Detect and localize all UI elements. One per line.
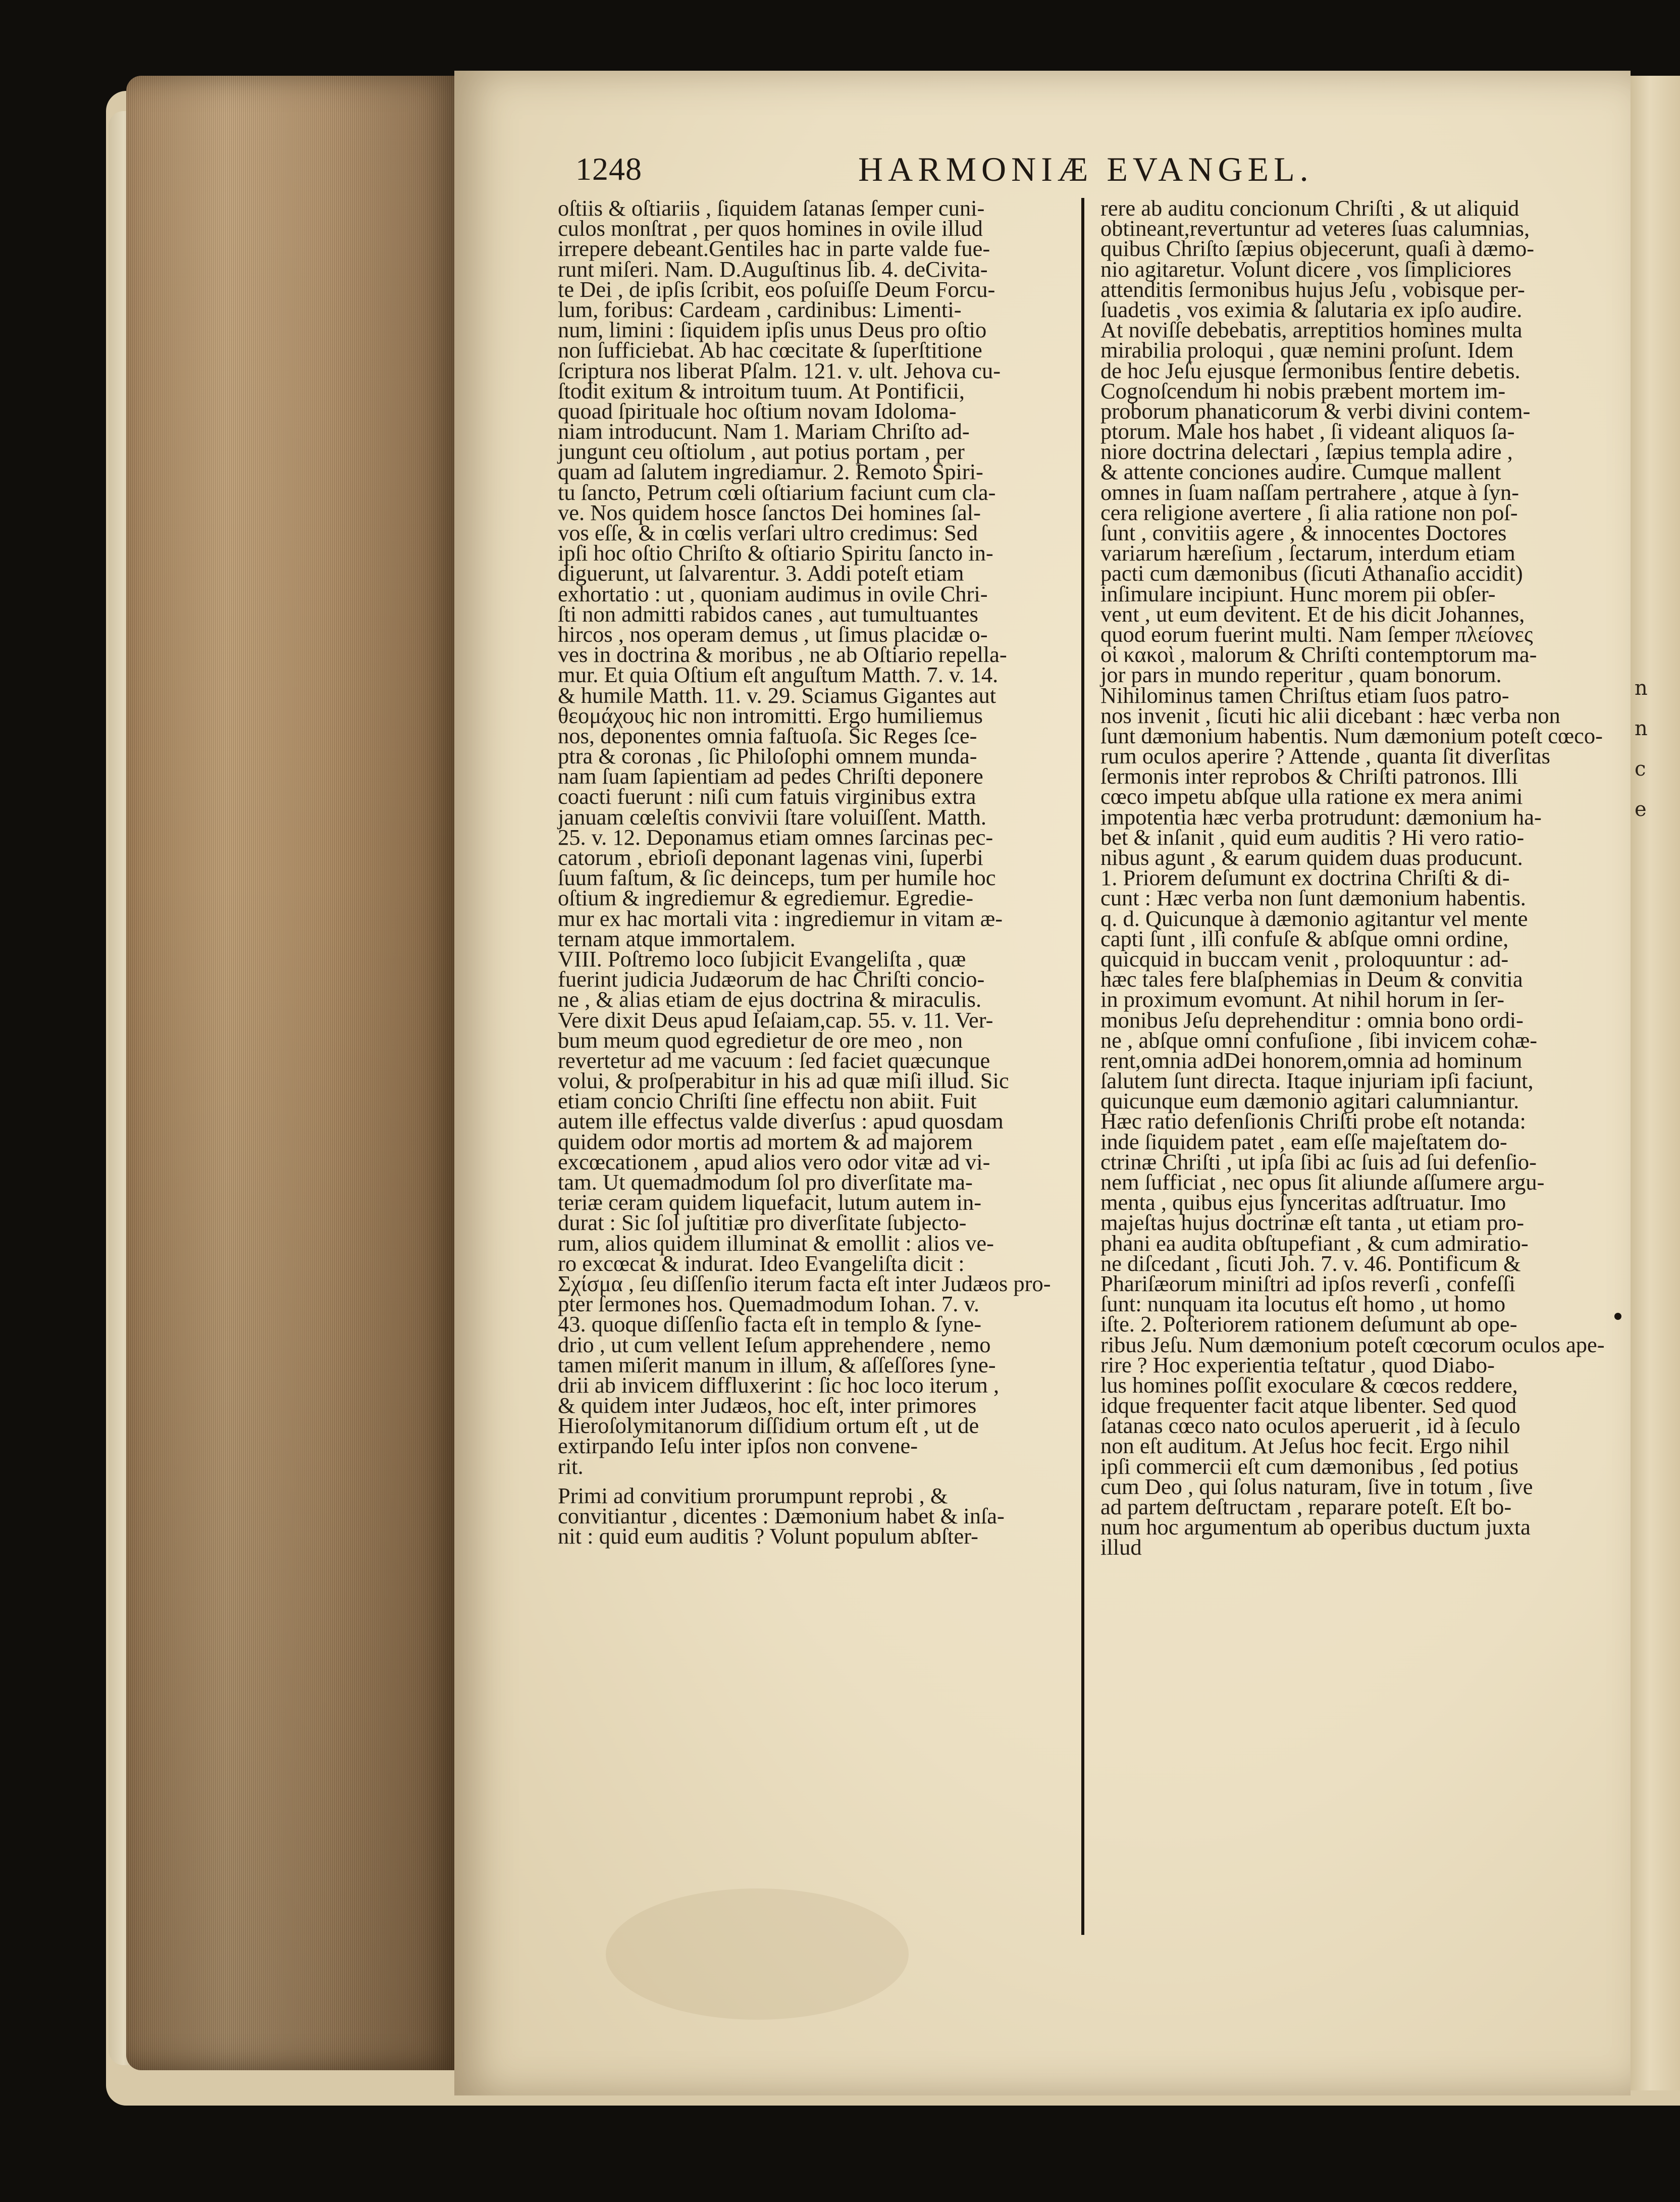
text-line: mirabilia proloqui , quæ nemini proſunt. Idem xyxy=(1100,337,1514,363)
text-line: ſatanas cœco nato oculos aperuerit , id à ſeculo xyxy=(1100,1413,1520,1439)
text-line: convitiantur , dicentes : Dæmonium habet & inſa- xyxy=(558,1503,1005,1528)
text-line: in proximum evomunt. At nihil horum in ſer- xyxy=(1100,987,1505,1012)
text-line: Hæc ratio defenſionis Chriſti probe eſt notanda: xyxy=(1100,1108,1526,1134)
text-line: menta , quibus ejus ſynceritas adſtruatur. Imo xyxy=(1100,1190,1506,1215)
text-line: hircos , nos operam demus , ut ſimus placidæ o- xyxy=(558,621,988,647)
text-line: fuerint judicia Judæorum de hac Chriſti concio- xyxy=(558,966,985,992)
text-line: ipſi hoc oſtio Chriſto & oſtiario Spiritu ſancto in- xyxy=(558,540,993,566)
text-line: diguerunt, ut ſalvarentur. 3. Addi poteſt etiam xyxy=(558,560,964,586)
text-line: inde ſiquidem patet , eam eſſe majeſtatem do- xyxy=(1100,1129,1507,1154)
text-line: drio , ut cum vellent Ieſum apprehendere , nemo xyxy=(558,1332,991,1357)
text-line: nam ſuam ſapientiam ad pedes Chriſti deponere xyxy=(558,763,983,789)
text-line: quoad ſpirituale hoc oſtium novam Idoloma- xyxy=(558,398,957,424)
text-line: ſtodit exitum & introitum tuum. At Pontificii, xyxy=(558,378,965,403)
text-line: bet & inſanit , quid eum auditis ? Hi vero ratio- xyxy=(1100,824,1525,850)
text-line: nit : quid eum auditis ? Volunt populum abſter- xyxy=(558,1523,979,1549)
text-line: VIII. Poſtremo loco ſubjicit Evangeliſta , quæ xyxy=(558,946,966,971)
text-line: oſtiis & oſtiariis , ſiquidem ſatanas ſemper cuni- xyxy=(558,195,985,221)
text-line: tamen miſerit manum in illum, & aſſeſſores ſyne- xyxy=(558,1352,996,1377)
text-line: volui, & proſperabitur in his ad quæ miſi illud. Sic xyxy=(558,1068,1009,1094)
text-line: Hieroſolymitanorum diſſidium ortum eſt , ut de xyxy=(558,1413,979,1439)
text-line: num hoc argumentum ab operibus ductum juxta xyxy=(1100,1514,1531,1540)
text-line: ptorum. Male hos habet , ſi videant aliquos ſa- xyxy=(1100,419,1515,444)
text-line: inſimulare incipiunt. Hunc morem pii obſer- xyxy=(1100,581,1496,606)
text-line: non ſufficiebat. Ab hac cœcitate & ſuperſtitione xyxy=(558,337,982,363)
text-line: etiam concio Chriſti ſine effectu non abiit. Fuit xyxy=(558,1088,977,1114)
text-line: de hoc Jeſu ejusque ſermonibus ſentire debetis. xyxy=(1100,357,1520,383)
text-line: quam ad ſalutem ingrediamur. 2. Remoto Spiri- xyxy=(558,459,983,485)
text-line: rum oculos aperire ? Attende , quanta ſit diverſitas xyxy=(1100,743,1550,769)
text-line: nibus agunt , & earum quidem duas producunt. xyxy=(1100,845,1523,870)
text-line: Nihilominus tamen Chriſtus etiam ſuos patro- xyxy=(1100,682,1509,708)
text-line: cum Deo , qui ſolus naturam, ſive in totum , ſive xyxy=(1100,1473,1533,1499)
text-line: oſtium & ingrediemur & egrediemur. Egredie- xyxy=(558,885,974,911)
text-line: illud xyxy=(1100,1534,1142,1560)
text-line: rum, alios quidem illuminat & emollit : alios ve- xyxy=(558,1230,994,1256)
text-line: nos invenit , ſicuti hic alii dicebant : hæc verba non xyxy=(1100,702,1560,728)
text-line: runt miſeri. Nam. D.Auguſtinus lib. 4. deCivita- xyxy=(558,256,988,282)
text-line: idque frequenter facit atque libenter. Sed quod xyxy=(1100,1393,1517,1418)
text-line: θεομάχους hic non intromitti. Ergo humiliemus xyxy=(558,702,983,728)
text-line: attenditis ſermonibus hujus Jeſu , vobisque per- xyxy=(1100,276,1525,302)
facing-page-edge xyxy=(1630,76,1680,2090)
text-line: ſuadetis , vos eximia & ſalutaria ex ipſo audire. xyxy=(1100,296,1522,322)
text-line: ad partem deſtructam , reparare poteſt. Eſt bo- xyxy=(1100,1494,1512,1519)
text-line: ſalutem ſunt directa. Itaque injuriam ipſi faciunt, xyxy=(1100,1068,1534,1094)
facing-page-glyph: n xyxy=(1635,677,1648,700)
text-line: extirpando Ieſu inter ipſos non convene- xyxy=(558,1433,918,1459)
text-line: cunt : Hæc verba non ſunt dæmonium habentis. xyxy=(1100,885,1526,911)
text-line: ſti non admitti rabidos canes , aut tumultuantes xyxy=(558,601,978,627)
text-line: monibus Jeſu deprehenditur : omnia bono ordi- xyxy=(1100,1007,1524,1033)
text-line: ribus Jeſu. Num dæmonium poteſt cœcorum oculos ape- xyxy=(1100,1332,1605,1357)
text-line: exhortatio : ut , quoniam audimus in ovile Chri- xyxy=(558,581,988,606)
running-head: HARMONIÆ EVANGEL. xyxy=(858,150,1314,188)
text-line: 1. Priorem deſumunt ex doctrina Chriſti & di- xyxy=(1100,865,1510,891)
text-line: majeſtas hujus doctrinæ eſt tanta , ut etiam pro- xyxy=(1100,1210,1525,1236)
text-line: quicunque eum dæmonio agitari calumniantur. xyxy=(1100,1088,1519,1114)
wormhole-mark xyxy=(1614,1313,1621,1320)
text-line: iſte. 2. Poſteriorem rationem deſumunt ab ope- xyxy=(1100,1311,1517,1337)
text-line: ctrinæ Chriſti , ut ipſa ſibi ac ſuis ad ſui defenſio- xyxy=(1100,1149,1537,1174)
text-line: ne , & alias etiam de ejus doctrina & miraculis. xyxy=(558,987,982,1012)
text-line: drii ab invicem diffluxerint : ſic hoc loco iterum , xyxy=(558,1372,1000,1398)
text-line: quod eorum fuerint multi. Nam ſemper πλείονες xyxy=(1100,621,1533,647)
text-line: 25. v. 12. Deponamus etiam omnes ſarcinas pec- xyxy=(558,824,993,850)
text-line: mur. Et quia Oſtium eſt anguſtum Matth. 7. v. 14. xyxy=(558,662,999,688)
text-line: 43. quoque diſſenſio facta eſt in templo & ſyne- xyxy=(558,1311,982,1337)
text-line: pacti cum dæmonibus (ſicuti Athanaſio accidit) xyxy=(1100,560,1523,586)
text-line: rere ab auditu concionum Chriſti , & ut aliquid xyxy=(1100,195,1519,221)
facing-page-glyph: e xyxy=(1635,798,1647,821)
text-line: ves in doctrina & moribus , ne ab Oſtiario repella- xyxy=(558,642,1007,668)
text-line: hæc tales fere blaſphemias in Deum & convitia xyxy=(1100,966,1523,992)
text-line: lus homines poſſit exoculare & cœcos reddere, xyxy=(1100,1372,1518,1398)
text-line: ſermonis inter reprobos & Chriſti patronos. Illi xyxy=(1100,763,1518,789)
text-line: impotentia hæc verba protrudunt: dæmonium ha- xyxy=(1100,804,1542,830)
text-line: mur ex hac mortali vita : ingrediemur in vitam æ- xyxy=(558,905,1003,931)
text-line: οἱ κακοὶ , malorum & Chriſti contemptorum ma- xyxy=(1100,642,1537,668)
text-line: ptra & coronas , ſic Philoſophi omnem munda- xyxy=(558,743,977,769)
facing-page-glyph: n xyxy=(1635,717,1648,740)
text-line: non eſt auditum. At Jeſus hoc fecit. Ergo nihil xyxy=(1100,1433,1509,1459)
text-line: ro excœcat & indurat. Ideo Evangeliſta dicit : xyxy=(558,1250,965,1276)
text-line: num, limini : ſiquidem ipſis unus Deus pro oſtio xyxy=(558,317,987,343)
text-line: & attente conciones audire. Cumque mallent xyxy=(1100,459,1501,485)
text-line: rent,omnia adDei honorem,omnia ad hominum xyxy=(1100,1047,1522,1073)
text-line: vent , ut eum devitent. Et de his dicit Johannes, xyxy=(1100,601,1525,627)
text-line: durat : Sic ſol juſtitiæ pro diverſitate ſubjecto- xyxy=(558,1210,967,1236)
text-line: nem ſufficiat , nec opus ſit aliunde aſſumere argu- xyxy=(1100,1169,1545,1195)
text-line: irrepere debeant.Gentiles hac in parte valde fue- xyxy=(558,236,990,262)
text-line: revertetur ad me vacuum : ſed faciet quæcunque xyxy=(558,1047,990,1073)
text-line: ipſi commercii eſt cum dæmonibus , ſed potius xyxy=(1100,1453,1519,1479)
text-line: ve. Nos quidem hosce ſanctos Dei homines ſal- xyxy=(558,499,981,525)
text-line: ſcriptura nos liberat Pſalm. 121. v. ult. Jehova cu- xyxy=(558,357,1001,383)
text-line: Σχίσμα , ſeu diſſenſio iterum facta eſt inter Judæos pro- xyxy=(558,1270,1051,1296)
text-line: ſunt dæmonium habentis. Num dæmonium poteſt cœco- xyxy=(1100,723,1603,748)
text-line: cœco impetu abſque ulla ratione ex mera animi xyxy=(1100,784,1523,809)
text-line: Vere dixit Deus apud Ieſaiam,cap. 55. v. 11. Ver- xyxy=(558,1007,993,1033)
text-line: nio agitaretur. Volunt dicere , vos ſimpliciores xyxy=(1100,256,1512,282)
text-line: Primi ad convitium prorumpunt reprobi , & xyxy=(558,1482,948,1508)
page-stain xyxy=(606,1888,909,2020)
text-line: phani ea audita obſtupefiant , & cum admiratio- xyxy=(1100,1230,1529,1256)
text-line: jor pars in mundo reperitur , quam bonorum. xyxy=(1100,662,1502,688)
text-line: te Dei , de ipſis ſcribit, eos poſuiſſe Deum Forcu- xyxy=(558,276,995,302)
text-line: rire ? Hoc experientia teſtatur , quod Diabo- xyxy=(1100,1352,1495,1377)
text-line: catorum , ebrioſi deponant lagenas vini, ſuperbi xyxy=(558,845,983,870)
left-text-column xyxy=(558,195,1070,1549)
text-line: cera religione avertere , ſi alia ratione non poſ- xyxy=(1100,499,1518,525)
text-line: teriæ ceram quidem liquefacit, lutum autem in- xyxy=(558,1190,982,1215)
text-line: omnes in ſuam naſſam pertrahere , atque à ſyn- xyxy=(1100,479,1519,505)
page-edges xyxy=(126,76,459,2070)
text-line: rit. xyxy=(558,1453,584,1479)
text-line: quidem odor mortis ad mortem & ad majorem xyxy=(558,1129,973,1154)
text-line: tu ſancto, Petrum cœli oſtiarium faciunt cum cla- xyxy=(558,479,996,505)
text-line: At noviſſe debebatis, arreptitios homines multa xyxy=(1100,317,1522,343)
text-line: Cognoſcendum hi nobis præbent mortem im- xyxy=(1100,378,1506,403)
text-line: pter ſermones hos. Quemadmodum Iohan. 7. v. xyxy=(558,1291,980,1317)
text-line: obtineant,revertuntur ad veteres ſuas calumnias, xyxy=(1100,216,1530,241)
text-line: bum meum quod egredietur de ore meo , non xyxy=(558,1027,963,1053)
text-line: & humile Matth. 11. v. 29. Sciamus Gigantes aut xyxy=(558,682,996,708)
text-line: quibus Chriſto ſæpius objecerunt, quaſi à dæmo- xyxy=(1100,236,1535,262)
page-number: 1248 xyxy=(575,151,642,187)
text-line: coacti fuerunt : niſi cum fatuis virginibus extra xyxy=(558,784,976,809)
facing-page-glyph: c xyxy=(1635,757,1646,781)
text-line: tam. Ut quemadmodum ſol pro diverſitate ma- xyxy=(558,1169,973,1195)
text-line: ſunt , convitiis agere , & innocentes Doctores xyxy=(1100,520,1507,545)
text-line: ſunt: nunquam ita locutus eſt homo , ut homo xyxy=(1100,1291,1506,1317)
text-line: Phariſæorum miniſtri ad ipſos reverſi , confeſſi xyxy=(1100,1270,1515,1296)
right-text-column xyxy=(1100,195,1615,1560)
text-line: januam cœleſtis convivii ſtare voluiſſent. Matth. xyxy=(558,804,987,830)
column-rule xyxy=(1081,198,1084,1935)
text-line: vos eſſe, & in cœlis verſari ultro credimus: Sed xyxy=(558,520,978,545)
text-line: niore doctrina delectari , ſæpius templa adire , xyxy=(1100,439,1513,465)
text-line: & quidem inter Judæos, hoc eſt, inter primores xyxy=(558,1393,977,1418)
text-line: lum, foribus: Cardeam , cardinibus: Limenti- xyxy=(558,296,962,322)
text-line: variarum hæreſium , ſectarum, interdum etiam xyxy=(1100,540,1515,566)
text-line: ne diſcedant , ſicuti Joh. 7. v. 46. Pontificum & xyxy=(1100,1250,1521,1276)
text-line: ne , abſque omni confuſione , ſibi invicem cohæ- xyxy=(1100,1027,1538,1053)
text-line: q. d. Quicunque à dæmonio agitantur vel mente xyxy=(1100,905,1528,931)
text-line: capti ſunt , illi confuſe & abſque omni ordine, xyxy=(1100,926,1509,951)
text-line: ternam atque immortalem. xyxy=(558,926,796,951)
text-line: proborum phanaticorum & verbi divini contem- xyxy=(1100,398,1531,424)
text-line: excœcationem , apud alios vero odor vitæ ad vi- xyxy=(558,1149,990,1174)
text-line: autem ille effectus valde diverſus : apud quosdam xyxy=(558,1108,1004,1134)
text-line: quicquid in buccam venit , proloquuntur : ad- xyxy=(1100,946,1509,971)
text-line: jungunt ceu oſtiolum , aut potius portam , per xyxy=(558,439,965,465)
text-line: nos, deponentes omnia faſtuoſa. Sic Reges ſce- xyxy=(558,723,977,748)
text-line: culos monſtrat , per quos homines in ovile illud xyxy=(558,216,983,241)
text-line: ſuum faſtum, & ſic deinceps, tum per humile hoc xyxy=(558,865,996,891)
text-line: niam introducunt. Nam 1. Mariam Chriſto ad- xyxy=(558,419,970,444)
